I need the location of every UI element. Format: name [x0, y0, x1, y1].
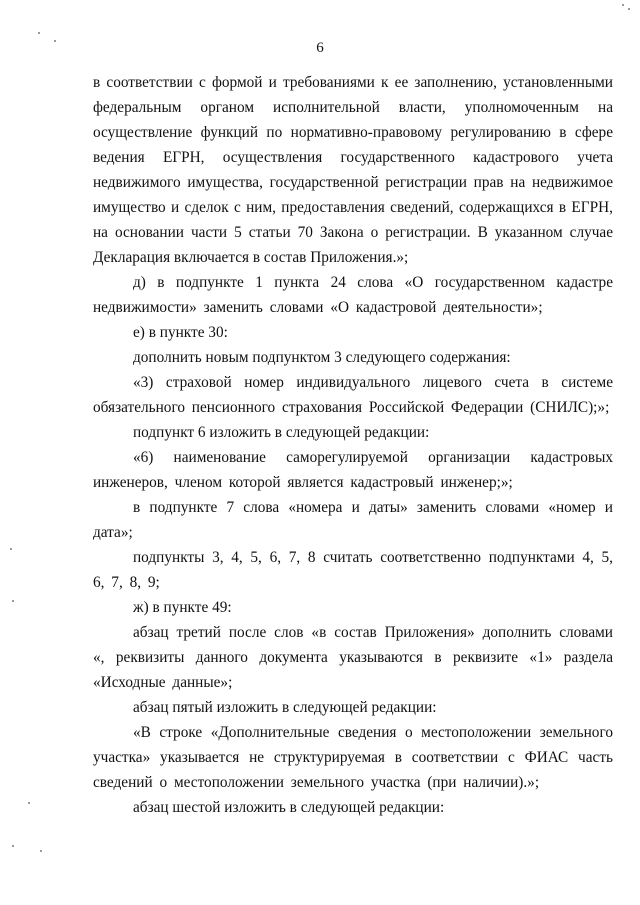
- paragraph-continuation: в соответствии с формой и требованиями к ее заполнению, установленными федеральным органом исполнительной власти, уполномоченным на осуществление функций по нормативно-правовому регулированию в сфере ведения ЕГРН, осуществления государственного кадастрового учета недвижимого имущества, государственной регистрации прав на недвижимое имущество и сделок с ним, предоставления сведений, содержащихся в ЕГРН, на основании части 5 статьи 70 Закона о регистрации. В указанном случае Декларация включается в состав Приложения.»;: [93, 74, 613, 266]
- paragraph-subpoint-6-intro: подпункт 6 изложить в следующей редакции:: [133, 424, 430, 441]
- paragraph-subpoint-6-text: «6) наименование саморегулируемой организации кадастровых инженеров, членом которой является кадастровый инженер;»;: [93, 449, 613, 491]
- paragraph-subitem-zh: ж) в пункте 49:: [133, 599, 232, 616]
- page-number: 6: [316, 40, 324, 56]
- paragraph-abzac-3: абзац третий после слов «в состав Приложения» дополнить словами «, реквизиты данного документа указываются в реквизите «1» раздела «Исходные данные»;: [93, 624, 613, 691]
- paragraph-abzac-5-intro: абзац пятый изложить в следующей редакции:: [133, 699, 437, 716]
- paragraph-subitem-e: е) в пункте 30:: [133, 324, 228, 341]
- paragraph-subitem-d: д) в подпункте 1 пункта 24 слова «О государственном кадастре недвижимости» заменить словами «О кадастровой деятельности»;: [93, 274, 613, 316]
- paragraph-snils: «3) страховой номер индивидуального лицевого счета в системе обязательного пенсионного страхования Российской Федерации (СНИЛС);»;: [93, 374, 613, 416]
- paragraph-abzac-6-intro: абзац шестой изложить в следующей редакции:: [133, 799, 445, 816]
- paragraph-add-subpoint-3: дополнить новым подпунктом 3 следующего содержания:: [133, 349, 511, 366]
- document-body: [93, 70, 613, 820]
- paragraph-abzac-5-text: «В строке «Дополнительные сведения о местоположении земельного участка» указывается не структурируемая в соответствии с ФИАС часть сведений о местоположении земельного участка (при наличии).»;: [93, 724, 613, 791]
- paragraph-subpoint-7: в подпункте 7 слова «номера и даты» заменить словами «номер и дата»;: [93, 499, 613, 541]
- paragraph-renumber: подпункты 3, 4, 5, 6, 7, 8 считать соответственно подпунктами 4, 5, 6, 7, 8, 9;: [93, 549, 613, 591]
